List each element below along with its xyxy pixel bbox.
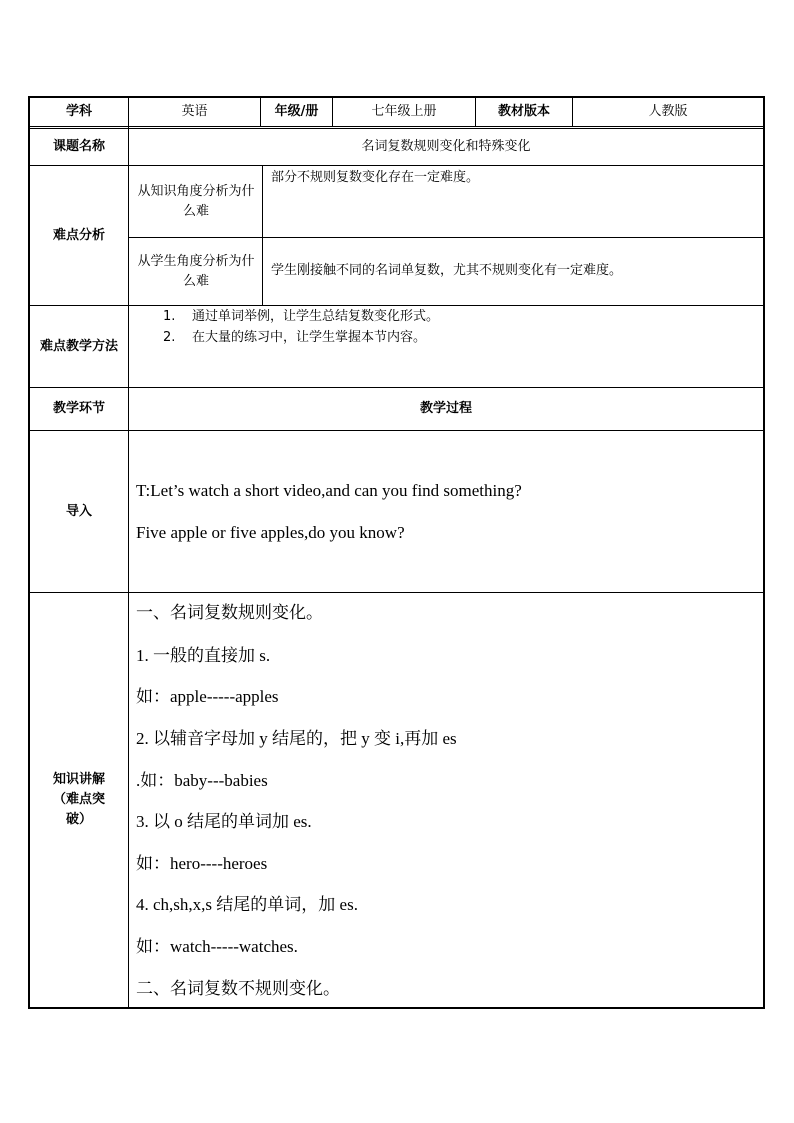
method-label: 难点教学方法: [39, 338, 118, 354]
intro-line-2: Five apple or five apples,do you know?: [136, 523, 405, 542]
edition-value: 人教版: [648, 104, 688, 119]
subject-value: 英语: [181, 104, 208, 119]
method-item-1: [163, 306, 439, 327]
intro-line-1: T:Let’s watch a short video,and can you find something?: [136, 481, 522, 500]
student-question: 从学生角度分析为什么难: [137, 253, 255, 289]
knowledge-question: 从知识角度分析为什么难: [137, 183, 255, 219]
difficulty-label: 难点分析: [52, 227, 105, 243]
method-item-2: [163, 327, 426, 348]
knowledge-answer: 部分不规则复数变化存在一定难度。: [271, 170, 480, 185]
knowledge-line-5: .如：baby---babies: [136, 771, 268, 790]
intro-label: 导入: [65, 503, 92, 519]
knowledge-line-3: 如：apple-----apples: [136, 687, 279, 706]
method-item-text: 在大量的练习中，让学生掌握本节内容。: [192, 330, 427, 345]
topic-label: 课题名称: [52, 139, 105, 154]
method-item-num: 1.: [163, 309, 176, 324]
knowledge-line-1: 一、名词复数规则变化。: [136, 603, 323, 622]
knowledge-line-6: 3. 以 o 结尾的单词加 es.: [136, 812, 312, 831]
knowledge-line-2: 1. 一般的直接加 s.: [136, 646, 271, 665]
knowledge-line-9: 如：watch-----watches.: [136, 937, 298, 956]
method-item-num: 2.: [163, 330, 176, 345]
student-answer: 学生刚接触不同的名词单复数，尤其不规则变化有一定难度。: [271, 263, 623, 278]
knowledge-label: 知识讲解（难点突破）: [52, 772, 105, 827]
knowledge-line-7: 如：hero----heroes: [136, 854, 268, 873]
subject-label: 学科: [65, 104, 92, 119]
grade-value: 七年级上册: [371, 104, 437, 119]
stage-label: 教学环节: [52, 401, 105, 416]
process-label: 教学过程: [419, 401, 472, 416]
method-item-text: 通过单词举例，让学生总结复数变化形式。: [192, 309, 440, 324]
knowledge-line-10: 二、名词复数不规则变化。: [136, 979, 340, 998]
edition-label: 教材版本: [497, 104, 550, 119]
knowledge-line-4: 2. 以辅音字母加 y 结尾的，把 y 变 i,再加 es: [136, 729, 457, 748]
grade-label: 年级/册: [274, 104, 319, 119]
topic-value: 名词复数规则变化和特殊变化: [361, 139, 531, 154]
knowledge-line-8: 4. ch,sh,x,s 结尾的单词，加 es.: [136, 895, 358, 914]
